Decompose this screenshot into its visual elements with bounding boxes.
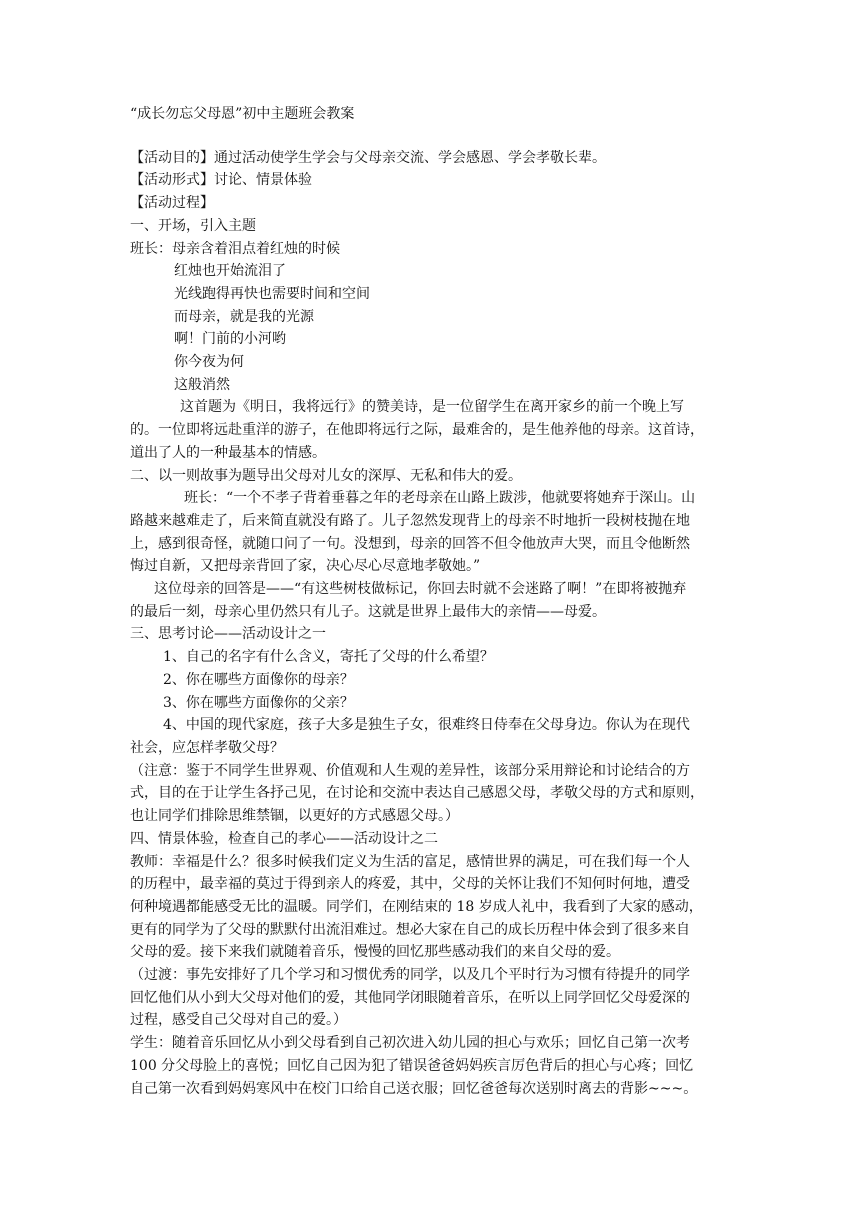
document-title: “成长勿忘父母恩”初中主题班会教案 xyxy=(130,106,355,122)
answer-line: 这位母亲的回答是——“有这些树枝做标记，你回去时就不会迷路了啊！”在即将被抛弃 xyxy=(154,581,687,598)
teacher-line: 教师：幸福是什么？很多时候我们定义为生活的富足，感情世界的满足，可在我们每一个人 xyxy=(130,853,690,870)
activity-process-heading: 【活动过程】 xyxy=(130,195,214,212)
transition-line: 过程，感受自己父母对自己的爱。） xyxy=(130,1012,347,1029)
student-line: 100 分父母脸上的喜悦；回忆自己因为犯了错误爸爸妈妈疾言厉色背后的担心与心疼；回忆 xyxy=(130,1057,694,1074)
poem-line: 光线跑得再快也需要时间和空间 xyxy=(174,285,370,302)
teacher-line: 父母的爱。接下来我们就随着音乐，慢慢的回忆那些感动我们的来自父母的爱。 xyxy=(130,944,620,961)
poem-line: 而母亲，就是我的光源 xyxy=(174,308,314,325)
teacher-line: 的历程中，最幸福的莫过于得到亲人的疼爱，其中，父母的关怀让我们不知何时何地，遭受 xyxy=(130,876,690,893)
activity-goal: 【活动目的】通过活动使学生学会与父母亲交流、学会感恩、学会孝敬长辈。 xyxy=(130,149,606,166)
note-line: 式，目的在于让学生各抒己见，在讨论和交流中表达自己感恩父母，孝敬父母的方式和原则， xyxy=(130,785,704,802)
monitor-intro: 班长：母亲含着泪点着红烛的时候 xyxy=(130,240,340,257)
poem-line: 这般消然 xyxy=(174,376,230,393)
transition-line: 回忆他们从小到大父母对他们的爱，其他同学闭眼随着音乐，在听以上同学回忆父母爱深的 xyxy=(130,989,690,1006)
section-3-heading: 三、思考讨论——活动设计之一 xyxy=(130,626,326,643)
note-line: 也让同学们排除思维禁锢，以更好的方式感恩父母。） xyxy=(130,808,459,825)
question-item: 1、自己的名字有什么含义，寄托了父母的什么希望？ xyxy=(163,649,494,666)
question-item: 4、中国的现代家庭，孩子大多是独生子女，很难终日侍奉在父母身边。你认为在现代 xyxy=(163,717,690,734)
story-line: 悔过自新，又把母亲背回了家，决心尽心尽意地孝敬她。” xyxy=(130,558,481,575)
student-line: 自己第一次看到妈妈寒风中在校门口给自己送衣服；回忆爸爸每次送别时离去的背影~~~。 xyxy=(130,1080,698,1097)
poem-note-line: 的。一位即将远赴重洋的游子，在他即将远行之际，最难舍的，是生他养他的母亲。这首诗， xyxy=(130,422,704,439)
section-1-heading: 一、开场，引入主题 xyxy=(130,217,256,234)
poem-line: 红烛也开始流泪了 xyxy=(174,263,286,280)
teacher-line: 何种境遇都能感受无比的温暖。同学们，在刚结束的 18 岁成人礼中，我看到了大家的感动， xyxy=(130,898,703,915)
document-body xyxy=(130,103,736,1100)
poem-note-line: 这首题为《明日，我将远行》的赞美诗，是一位留学生在离开家乡的前一个晚上写 xyxy=(180,399,684,416)
transition-line: （过渡：事先安排好了几个学习和习惯优秀的同学，以及几个平时行为习惯有待提升的同学 xyxy=(130,967,690,984)
section-4-heading: 四、情景体验，检查自己的孝心——活动设计之二 xyxy=(130,830,438,847)
poem-line: 啊！门前的小河哟 xyxy=(174,331,286,348)
student-line: 学生：随着音乐回忆从小到父母看到自己初次进入幼儿园的担心与欢乐；回忆自己第一次考 xyxy=(130,1035,690,1052)
poem-line: 你今夜为何 xyxy=(174,354,244,371)
question-item: 3、你在哪些方面像你的父亲？ xyxy=(163,694,354,711)
question-item: 2、你在哪些方面像你的母亲？ xyxy=(163,671,354,688)
story-line: 班长：“一个不孝子背着垂暮之年的老母亲在山路上跋涉，他就要将她弃于深山。山 xyxy=(184,490,696,507)
story-line: 路越来越难走了，后来简直就没有路了。儿子忽然发现背上的母亲不时地折一段树枝抛在地 xyxy=(130,512,690,529)
section-2-heading: 二、以一则故事为题导出父母对儿女的深厚、无私和伟大的爱。 xyxy=(130,467,522,484)
teacher-line: 更有的同学为了父母的默默付出流泪难过。想必大家在自己的成长历程中体会到了很多来自 xyxy=(130,921,690,938)
poem-note-line: 道出了人的一种最基本的情感。 xyxy=(130,444,326,461)
answer-line: 的最后一刻，母亲心里仍然只有儿子。这就是世界上最伟大的亲情——母爱。 xyxy=(130,603,606,620)
story-line: 上，感到很奇怪，就随口问了一句。没想到，母亲的回答不但令他放声大哭，而且令他断然 xyxy=(130,535,690,552)
note-line: （注意：鉴于不同学生世界观、价值观和人生观的差异性，该部分采用辩论和讨论结合的方 xyxy=(130,762,690,779)
activity-form: 【活动形式】讨论、情景体验 xyxy=(130,172,312,189)
question-4-continuation: 社会，应怎样孝敬父母？ xyxy=(130,739,284,756)
